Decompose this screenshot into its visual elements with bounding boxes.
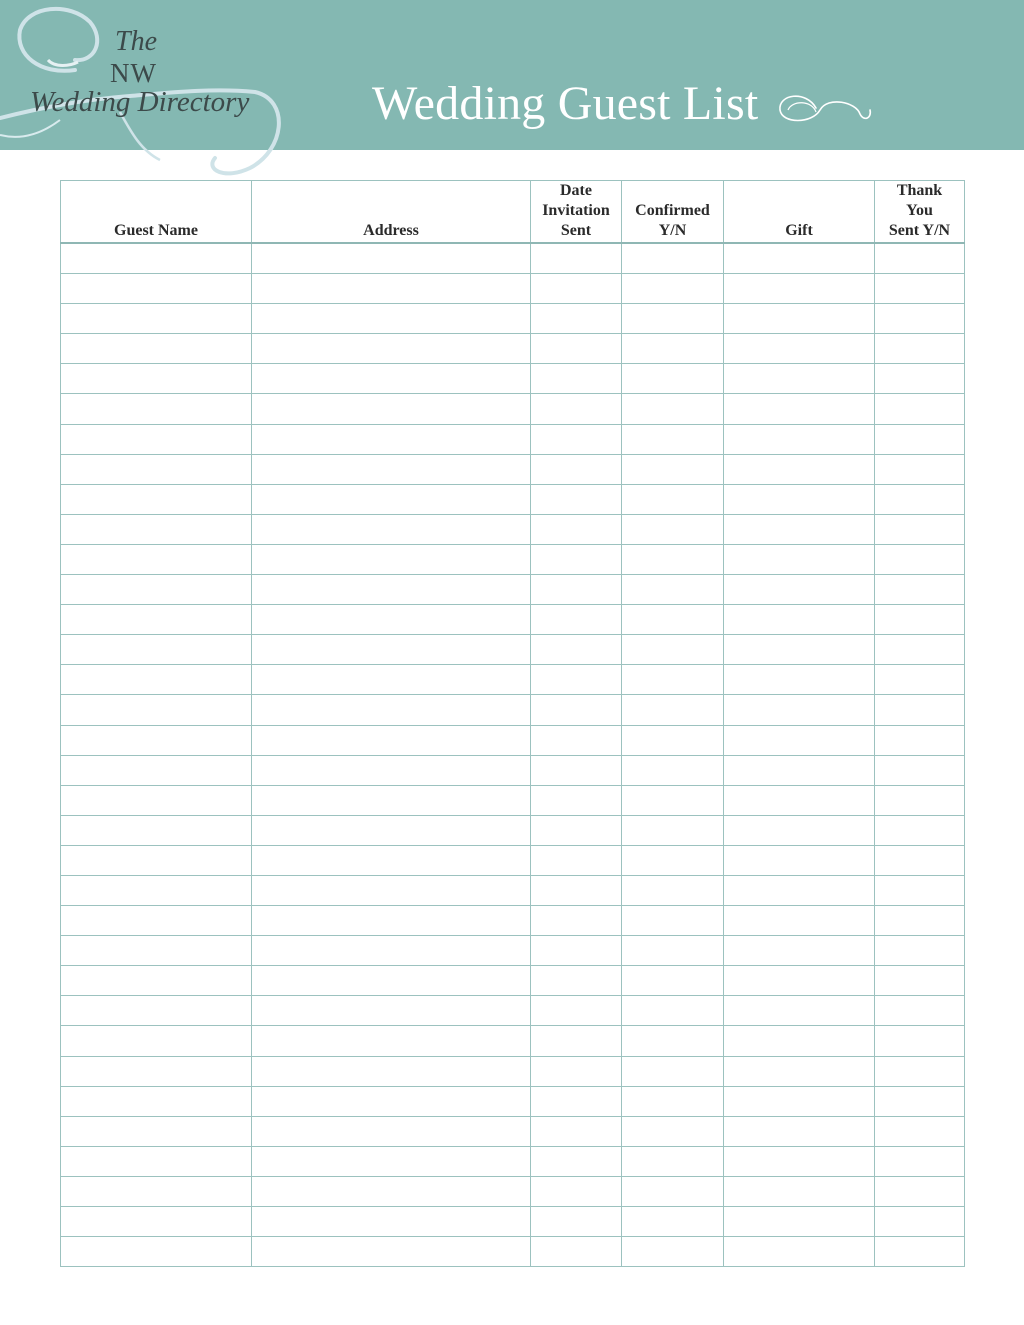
table-cell[interactable] (252, 725, 531, 755)
table-cell[interactable] (622, 274, 724, 304)
table-cell[interactable] (61, 665, 252, 695)
column-header-line: Date (560, 182, 592, 199)
table-cell[interactable] (622, 815, 724, 845)
table-cell[interactable] (252, 454, 531, 484)
table-cell[interactable] (724, 1056, 875, 1086)
table-cell[interactable] (875, 845, 965, 875)
table-cell[interactable] (875, 1056, 965, 1086)
column-header-line: Y/N (658, 222, 687, 239)
column-header-guest-name (61, 181, 252, 244)
table-cell[interactable] (252, 695, 531, 725)
table-cell[interactable] (531, 725, 622, 755)
table-cell[interactable] (724, 1086, 875, 1116)
table-cell[interactable] (875, 1237, 965, 1267)
table-row (61, 364, 965, 394)
table-cell[interactable] (622, 875, 724, 905)
table-cell[interactable] (724, 695, 875, 725)
table-cell[interactable] (252, 635, 531, 665)
table-row (61, 875, 965, 905)
table-row (61, 785, 965, 815)
table-cell[interactable] (61, 1237, 252, 1267)
table-cell[interactable] (622, 725, 724, 755)
table-cell[interactable] (724, 605, 875, 635)
table-row (61, 635, 965, 665)
table-cell[interactable] (875, 454, 965, 484)
table-cell[interactable] (252, 665, 531, 695)
table-row (61, 1056, 965, 1086)
table-body (61, 243, 965, 1267)
table-cell[interactable] (531, 243, 622, 274)
header-banner (0, 0, 1024, 150)
table-cell[interactable] (622, 1207, 724, 1237)
table-row (61, 1086, 965, 1116)
table-cell[interactable] (622, 906, 724, 936)
table-cell[interactable] (61, 875, 252, 905)
table-cell[interactable] (875, 966, 965, 996)
table-cell[interactable] (875, 755, 965, 785)
table-cell[interactable] (724, 1207, 875, 1237)
table-row (61, 1146, 965, 1176)
table-row (61, 575, 965, 605)
table-header-row (61, 181, 965, 244)
table-cell[interactable] (724, 845, 875, 875)
table-cell[interactable] (622, 1026, 724, 1056)
table-cell[interactable] (724, 635, 875, 665)
table-cell[interactable] (724, 394, 875, 424)
table-row (61, 1237, 965, 1267)
table-cell[interactable] (61, 1056, 252, 1086)
table-cell[interactable] (875, 1176, 965, 1206)
guest-list-table (60, 180, 965, 1267)
logo-text-nw: NW (110, 58, 157, 88)
table-cell[interactable] (531, 875, 622, 905)
table-row (61, 454, 965, 484)
table-cell[interactable] (531, 936, 622, 966)
table-cell[interactable] (252, 936, 531, 966)
table-cell[interactable] (724, 544, 875, 574)
table-cell[interactable] (531, 1146, 622, 1176)
table-row (61, 1116, 965, 1146)
table-row (61, 243, 965, 274)
table-cell[interactable] (875, 394, 965, 424)
table-cell[interactable] (724, 996, 875, 1026)
table-cell[interactable] (622, 1116, 724, 1146)
table-cell[interactable] (531, 665, 622, 695)
table-row (61, 334, 965, 364)
table-row (61, 936, 965, 966)
table-cell[interactable] (531, 544, 622, 574)
table-cell[interactable] (531, 1086, 622, 1116)
table-cell[interactable] (622, 966, 724, 996)
table-cell[interactable] (724, 334, 875, 364)
table-cell[interactable] (531, 1237, 622, 1267)
table-cell[interactable] (875, 304, 965, 334)
table-cell[interactable] (724, 454, 875, 484)
table-row (61, 725, 965, 755)
table-cell[interactable] (724, 875, 875, 905)
column-header-line: Invitation (542, 202, 610, 219)
table-row (61, 1207, 965, 1237)
flourish-icon (776, 88, 876, 128)
table-cell[interactable] (622, 785, 724, 815)
column-header-line: You (906, 202, 933, 219)
table-cell[interactable] (875, 725, 965, 755)
table-cell[interactable] (531, 785, 622, 815)
table-row (61, 695, 965, 725)
table-cell[interactable] (724, 936, 875, 966)
table-cell[interactable] (875, 1116, 965, 1146)
table-cell[interactable] (252, 906, 531, 936)
table-cell[interactable] (61, 936, 252, 966)
table-cell[interactable] (724, 274, 875, 304)
table-cell[interactable] (622, 364, 724, 394)
table-cell[interactable] (252, 785, 531, 815)
table-cell[interactable] (531, 454, 622, 484)
table-cell[interactable] (724, 906, 875, 936)
table-cell[interactable] (61, 424, 252, 454)
table-cell[interactable] (622, 996, 724, 1026)
table-cell[interactable] (61, 394, 252, 424)
table-cell[interactable] (724, 966, 875, 996)
table-cell[interactable] (875, 424, 965, 454)
table-cell[interactable] (724, 1116, 875, 1146)
column-header-gift (724, 181, 875, 244)
table-cell[interactable] (875, 936, 965, 966)
table-cell[interactable] (724, 1237, 875, 1267)
table-cell[interactable] (531, 274, 622, 304)
table-cell[interactable] (252, 1026, 531, 1056)
table-cell[interactable] (622, 635, 724, 665)
table-cell[interactable] (531, 845, 622, 875)
table-cell[interactable] (61, 243, 252, 274)
table-cell[interactable] (622, 665, 724, 695)
table-cell[interactable] (622, 695, 724, 725)
table-cell[interactable] (724, 243, 875, 274)
table-row (61, 514, 965, 544)
table-row (61, 605, 965, 635)
table-cell[interactable] (724, 575, 875, 605)
table-cell[interactable] (622, 845, 724, 875)
table-cell[interactable] (531, 364, 622, 394)
table-cell[interactable] (61, 755, 252, 785)
table-cell[interactable] (531, 394, 622, 424)
table-cell[interactable] (531, 695, 622, 725)
table-cell[interactable] (61, 544, 252, 574)
table-cell[interactable] (875, 514, 965, 544)
table-row (61, 845, 965, 875)
table-cell[interactable] (531, 1056, 622, 1086)
table-cell[interactable] (531, 304, 622, 334)
table-cell[interactable] (531, 906, 622, 936)
table-cell[interactable] (875, 243, 965, 274)
table-cell[interactable] (252, 966, 531, 996)
table-cell[interactable] (724, 364, 875, 394)
table-cell[interactable] (61, 514, 252, 544)
table-cell[interactable] (531, 996, 622, 1026)
table-cell[interactable] (61, 364, 252, 394)
table-row (61, 996, 965, 1026)
table-cell[interactable] (875, 605, 965, 635)
logo (0, 0, 300, 185)
table-row (61, 815, 965, 845)
table-cell[interactable] (622, 304, 724, 334)
table-cell[interactable] (61, 906, 252, 936)
table-cell[interactable] (252, 1116, 531, 1146)
table-cell[interactable] (724, 725, 875, 755)
table-cell[interactable] (875, 334, 965, 364)
table-cell[interactable] (875, 906, 965, 936)
table-cell[interactable] (61, 484, 252, 514)
table-cell[interactable] (622, 1056, 724, 1086)
page-title: Wedding Guest List (372, 77, 759, 130)
table-cell[interactable] (724, 1176, 875, 1206)
table-cell[interactable] (724, 304, 875, 334)
table-cell[interactable] (724, 514, 875, 544)
table-cell[interactable] (252, 484, 531, 514)
table-cell[interactable] (622, 1146, 724, 1176)
column-header-confirmed (622, 181, 724, 244)
table-cell[interactable] (61, 274, 252, 304)
table-cell[interactable] (252, 755, 531, 785)
table-row (61, 1026, 965, 1056)
table-cell[interactable] (531, 635, 622, 665)
table-cell[interactable] (252, 845, 531, 875)
table-cell[interactable] (622, 936, 724, 966)
table-cell[interactable] (61, 845, 252, 875)
column-header-line: Thank (896, 182, 943, 199)
table-cell[interactable] (875, 695, 965, 725)
table-cell[interactable] (252, 815, 531, 845)
table-cell[interactable] (531, 755, 622, 785)
table-row (61, 906, 965, 936)
table-cell[interactable] (875, 996, 965, 1026)
table-row (61, 544, 965, 574)
table-cell[interactable] (875, 364, 965, 394)
table-row (61, 755, 965, 785)
table-cell[interactable] (622, 514, 724, 544)
table-cell[interactable] (252, 334, 531, 364)
table-cell[interactable] (252, 1207, 531, 1237)
table-cell[interactable] (724, 484, 875, 514)
table-cell[interactable] (252, 544, 531, 574)
table-cell[interactable] (252, 1086, 531, 1116)
table-cell[interactable] (531, 575, 622, 605)
table-row (61, 424, 965, 454)
table-cell[interactable] (622, 243, 724, 274)
table-cell[interactable] (622, 1237, 724, 1267)
table-cell[interactable] (531, 1207, 622, 1237)
logo-text-wedding-directory: Wedding Directory (30, 86, 250, 118)
table-cell[interactable] (531, 424, 622, 454)
table-cell[interactable] (61, 785, 252, 815)
table-cell[interactable] (875, 875, 965, 905)
column-header-line: Guest Name (114, 222, 198, 239)
table-cell[interactable] (724, 755, 875, 785)
table-cell[interactable] (622, 394, 724, 424)
table-cell[interactable] (875, 665, 965, 695)
column-header-thank-you-sent (875, 181, 965, 244)
table-cell[interactable] (724, 1026, 875, 1056)
table-cell[interactable] (61, 966, 252, 996)
table-cell[interactable] (531, 815, 622, 845)
table-cell[interactable] (875, 544, 965, 574)
table-cell[interactable] (622, 454, 724, 484)
table-cell[interactable] (61, 304, 252, 334)
column-header-line: Confirmed (635, 202, 710, 219)
table-cell[interactable] (61, 575, 252, 605)
table-cell[interactable] (531, 334, 622, 364)
table-cell[interactable] (622, 544, 724, 574)
table-cell[interactable] (252, 274, 531, 304)
table-cell[interactable] (875, 1146, 965, 1176)
table-cell[interactable] (622, 575, 724, 605)
table-cell[interactable] (61, 334, 252, 364)
table-cell[interactable] (252, 1176, 531, 1206)
table-cell[interactable] (875, 815, 965, 845)
table-cell[interactable] (724, 785, 875, 815)
table-cell[interactable] (724, 424, 875, 454)
table-row (61, 274, 965, 304)
table-cell[interactable] (622, 755, 724, 785)
table-cell[interactable] (252, 605, 531, 635)
column-header-line: Address (363, 222, 419, 239)
table-row (61, 665, 965, 695)
table-cell[interactable] (531, 484, 622, 514)
table-cell[interactable] (875, 1086, 965, 1116)
table-cell[interactable] (622, 1086, 724, 1116)
table-cell[interactable] (622, 605, 724, 635)
table-cell[interactable] (875, 635, 965, 665)
table-cell[interactable] (61, 1116, 252, 1146)
table-cell[interactable] (61, 1146, 252, 1176)
table-cell[interactable] (875, 1207, 965, 1237)
table-cell[interactable] (252, 304, 531, 334)
table-cell[interactable] (622, 484, 724, 514)
table-cell[interactable] (252, 1237, 531, 1267)
column-header-line: Gift (785, 222, 813, 239)
table-cell[interactable] (61, 695, 252, 725)
table-cell[interactable] (875, 1026, 965, 1056)
table-cell[interactable] (531, 1026, 622, 1056)
table-cell[interactable] (61, 815, 252, 845)
column-header-line: Sent (560, 222, 592, 239)
table-row (61, 1176, 965, 1206)
table-cell[interactable] (61, 996, 252, 1026)
table-cell[interactable] (252, 424, 531, 454)
table-cell[interactable] (61, 1026, 252, 1056)
table-cell[interactable] (622, 1176, 724, 1206)
table-cell[interactable] (724, 1146, 875, 1176)
table-cell[interactable] (252, 394, 531, 424)
table-row (61, 966, 965, 996)
table-row (61, 394, 965, 424)
table-cell[interactable] (724, 815, 875, 845)
table-cell[interactable] (875, 575, 965, 605)
column-header-date-invitation-sent (531, 181, 622, 244)
table-row (61, 484, 965, 514)
logo-text-the: The (115, 26, 157, 57)
table-cell[interactable] (724, 665, 875, 695)
column-header-address (252, 181, 531, 244)
table-cell[interactable] (531, 605, 622, 635)
table-cell[interactable] (252, 1056, 531, 1086)
table-cell[interactable] (875, 484, 965, 514)
table-cell[interactable] (252, 364, 531, 394)
table-cell[interactable] (252, 243, 531, 274)
table-cell[interactable] (531, 1176, 622, 1206)
table-cell[interactable] (61, 635, 252, 665)
table-cell[interactable] (61, 1207, 252, 1237)
table-cell[interactable] (875, 785, 965, 815)
table-cell[interactable] (875, 274, 965, 304)
table-cell[interactable] (622, 334, 724, 364)
table-cell[interactable] (252, 575, 531, 605)
table-cell[interactable] (252, 875, 531, 905)
table-cell[interactable] (61, 454, 252, 484)
table-cell[interactable] (531, 514, 622, 544)
table-cell[interactable] (252, 996, 531, 1026)
table-cell[interactable] (531, 1116, 622, 1146)
table-cell[interactable] (531, 966, 622, 996)
table-cell[interactable] (61, 1086, 252, 1116)
table-cell[interactable] (622, 424, 724, 454)
table-cell[interactable] (61, 605, 252, 635)
table-cell[interactable] (252, 514, 531, 544)
table-row (61, 304, 965, 334)
column-header-line: Sent Y/N (888, 222, 951, 239)
table-cell[interactable] (252, 1146, 531, 1176)
table-cell[interactable] (61, 1176, 252, 1206)
table-cell[interactable] (61, 725, 252, 755)
